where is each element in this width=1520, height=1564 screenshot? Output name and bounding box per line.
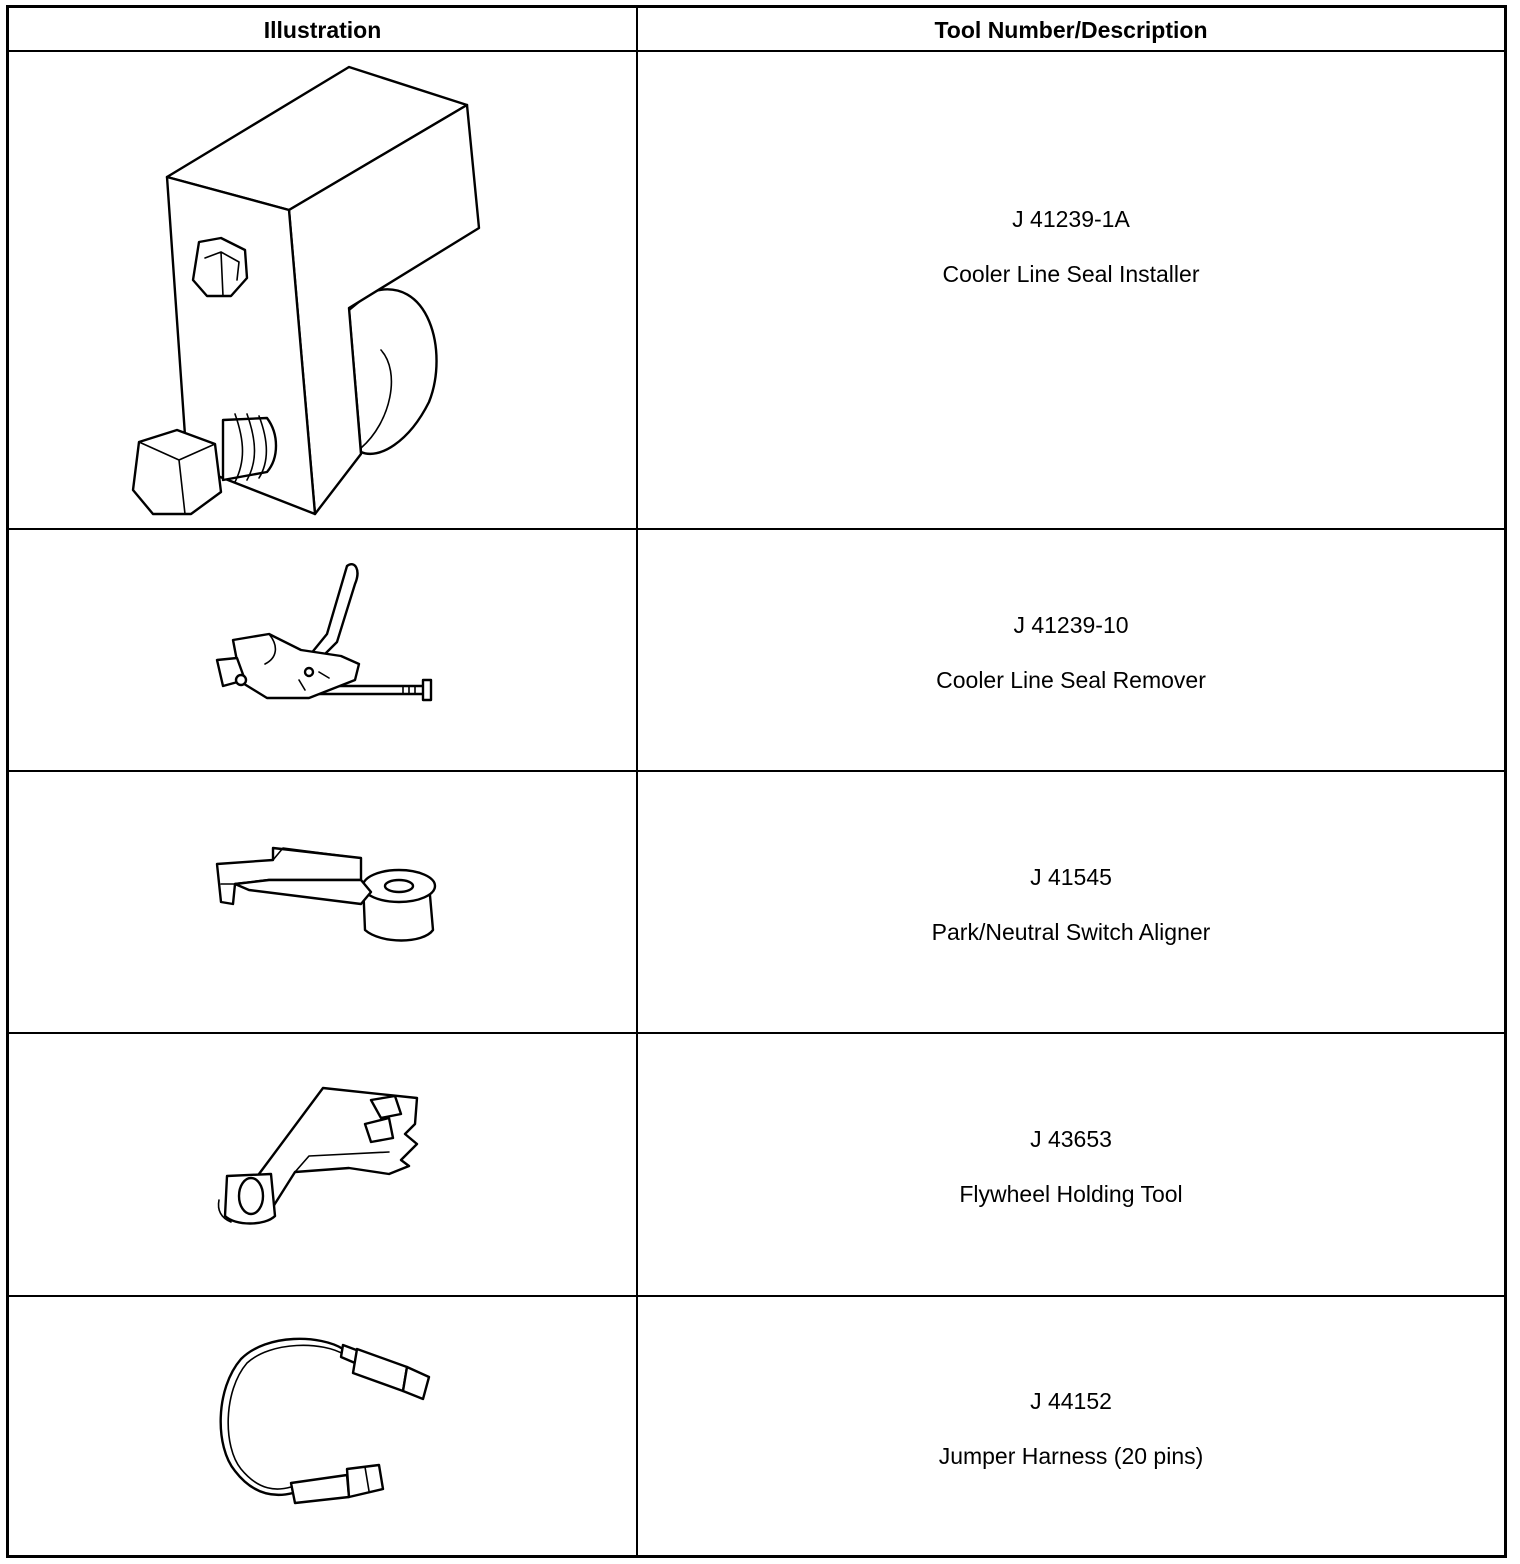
tool-description-cell [638,612,1504,694]
header-illustration: Illustration [263,17,382,43]
tool-description: Cooler Line Seal Remover [936,667,1206,693]
tool-description-cell [638,864,1504,946]
tool-number: J 41239-10 [1013,612,1129,638]
tool-number: J 41545 [1030,864,1112,890]
tool-number: J 43653 [1030,1126,1112,1152]
tool-description: Jumper Harness (20 pins) [938,1443,1204,1469]
jumper-harness-icon [9,1297,636,1555]
table-row-illustration [9,1034,636,1295]
header-tool-number: Tool Number/Description [934,17,1208,43]
tool-description-cell [638,1126,1504,1208]
tool-description-cell [638,1388,1504,1470]
tool-description-cell [638,206,1504,288]
table-row-illustration [9,530,636,770]
switch-aligner-icon [9,772,636,1032]
tool-description: Park/Neutral Switch Aligner [931,919,1211,945]
tool-description: Flywheel Holding Tool [959,1181,1183,1207]
flywheel-holding-tool-icon [9,1034,636,1295]
tool-table [6,5,1507,1558]
seal-installer-icon [9,52,636,528]
tool-number: J 44152 [1030,1388,1112,1414]
seal-remover-icon [9,530,636,770]
tool-number: J 41239-1A [1012,206,1130,232]
tool-description: Cooler Line Seal Installer [942,261,1200,287]
table-row-illustration [9,772,636,1032]
table-row-illustration [9,1297,636,1555]
table-row-illustration [9,52,636,528]
